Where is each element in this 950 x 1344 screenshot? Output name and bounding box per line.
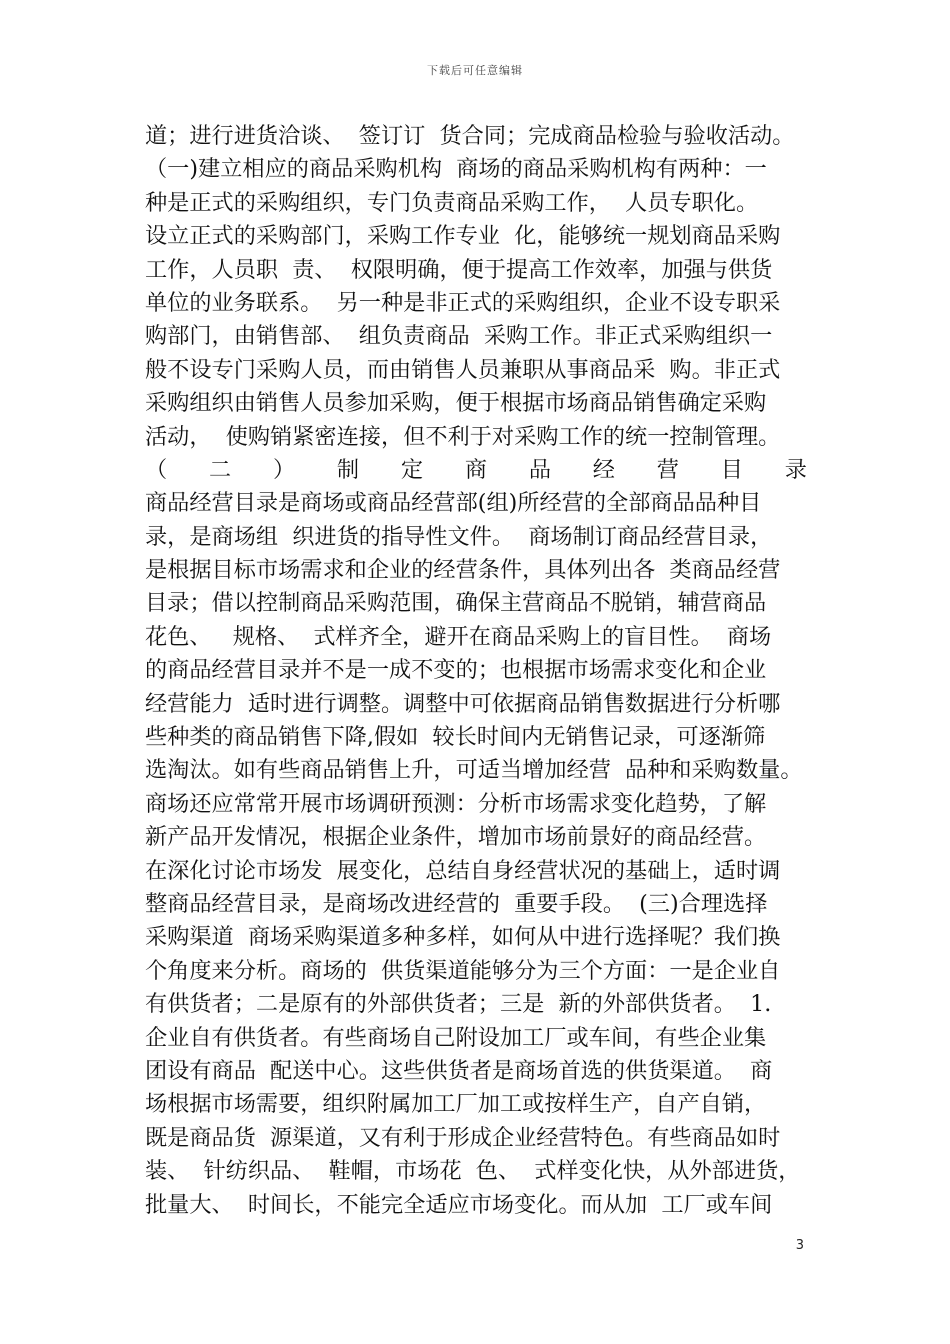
heading-char: 营: [656, 456, 679, 483]
heading-char: 目: [720, 456, 743, 483]
text-line: 采购渠道 商场采购渠道多种多样，如何从中进行选择呢？我们换: [145, 924, 781, 951]
text-line: 采购组织由销售人员参加采购，便于根据市场商品销售确定采购: [145, 390, 767, 417]
page-header: 下载后可任意编辑: [427, 64, 523, 77]
text-line: 般不设专门采购人员，而由销售人员兼职从事商品采 购。非正式: [145, 356, 781, 383]
text-line: 选淘汰。如有些商品销售上升，可适当增加经营 品种和采购数量。: [145, 757, 803, 784]
heading-char: （: [145, 456, 168, 483]
heading-char: 品: [528, 456, 551, 483]
heading-char: ）: [272, 456, 296, 483]
text-line: 录，是商场组 织进货的指导性文件。 商场制订商品经营目录，: [145, 523, 773, 550]
section-heading: [145, 454, 815, 487]
heading-char: 商: [464, 456, 488, 483]
text-line: 单位的业务联系。 另一种是非正式的采购组织，企业不设专职采: [145, 289, 781, 316]
heading-char: 录: [784, 456, 807, 483]
text-line: 是根据目标市场需求和企业的经营条件，具体列出各 类商品经营: [145, 557, 781, 584]
text-line: 设立正式的采购部门，采购工作专业 化，能够统一规划商品采购: [145, 223, 781, 250]
text-line: （一)建立相应的商品采购机构 商场的商品采购机构有两种：一: [145, 156, 767, 183]
text-line: 团设有商品 配送中心。这些供货者是商场首选的供货渠道。 商: [145, 1057, 773, 1084]
text-line: 经营能力 适时进行调整。调整中可依据商品销售数据进行分析哪: [145, 690, 781, 717]
document-body: [145, 120, 815, 1222]
text-line: 的商品经营目录并不是一成不变的；也根据市场需求变化和企业: [145, 657, 767, 684]
heading-char: 经: [592, 456, 615, 483]
text-line: 在深化讨论市场发 展变化，总结自身经营状况的基础上，适时调: [145, 857, 781, 884]
heading-char: 定: [400, 456, 424, 483]
text-line: 场根据市场需要，组织附属加工厂加工或按样生产，自产自销，: [145, 1091, 767, 1118]
text-line: 既是商品货 源渠道，又有利于形成企业经营特色。有些商品如时: [145, 1124, 781, 1151]
text-line: 批量大、 时间长，不能完全适应市场变化。而从加 工厂或车间: [145, 1191, 773, 1218]
heading-char: 二: [208, 456, 232, 483]
page-number: 3: [795, 1238, 804, 1253]
text-line: 商场还应常常开展市场调研预测：分析市场需求变化趋势，了解: [145, 790, 767, 817]
text-line: 有供货者；二是原有的外部供货者；三是 新的外部供货者。 1.: [145, 991, 772, 1018]
text-line: 花色、 规格、 式样齐全，避开在商品采购上的盲目性。 商场: [145, 623, 772, 650]
text-line: 个角度来分析。商场的 供货渠道能够分为三个方面：一是企业自: [145, 957, 781, 984]
text-line: 购部门，由销售部、 组负责商品 采购工作。非正式采购组织一: [145, 323, 773, 350]
text-line: 整商品经营目录，是商场改进经营的 重要手段。 (三)合理选择: [145, 890, 768, 917]
text-line: 商品经营目录是商场或商品经营部(组)所经营的全部商品品种目: [145, 490, 762, 517]
text-line: 些种类的商品销售下降,假如 较长时间内无销售记录，可逐渐筛: [145, 724, 766, 751]
text-line: 新产品开发情况，根据企业条件，增加市场前景好的商品经营。: [145, 824, 767, 851]
text-line: 装、 针纺织品、 鞋帽，市场花 色、 式样变化快，从外部进货，: [145, 1158, 801, 1185]
heading-char: 制: [336, 456, 360, 483]
text-line: 道；进行进货洽谈、 签订订 货合同；完成商品检验与验收活动。: [145, 123, 795, 149]
text-line: 工作，人员职 责、 权限明确，便于提高工作效率，加强与供货: [145, 256, 773, 283]
text-line: 种是正式的采购组织，专门负责商品采购工作， 人员专职化。: [145, 189, 759, 216]
text-line: 目录；借以控制商品采购范围，确保主营商品不脱销，辅营商品: [145, 590, 767, 617]
text-line: 企业自有供货者。有些商场自己附设加工厂或车间，有些企业集: [145, 1024, 767, 1051]
text-line: 活动， 使购销紧密连接，但不利于对采购工作的统一控制管理。: [145, 423, 781, 450]
